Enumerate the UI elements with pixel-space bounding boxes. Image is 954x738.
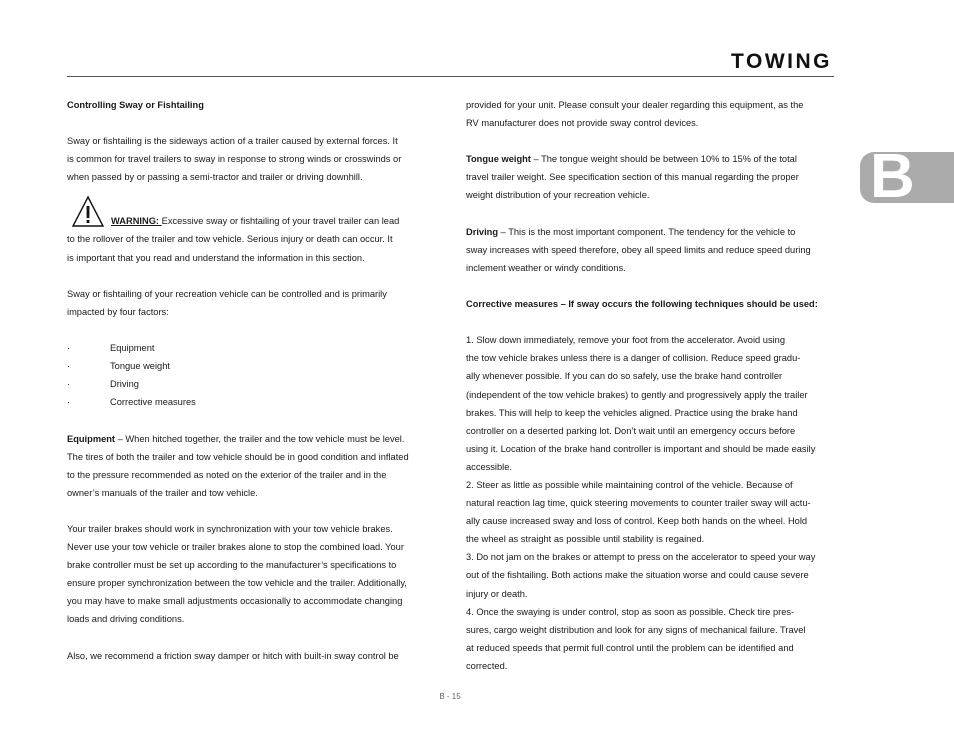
warning-icon	[71, 195, 105, 229]
factors-intro-line: Sway or fishtailing of your recreation vehicle can be controlled and is primarily	[67, 288, 387, 299]
section-heading: Controlling Sway or Fishtailing	[67, 100, 204, 110]
equipment-term: Equipment	[67, 433, 116, 444]
tongue-paragraph-line	[466, 150, 836, 168]
bullet-item	[67, 393, 439, 411]
page-title: TOWING	[731, 50, 832, 73]
brakes-paragraph-line: you may have to make small adjustments occasionally to accommodate changing	[67, 596, 403, 607]
step-line: accessible.	[466, 461, 512, 472]
bullet-marker: ·	[67, 343, 71, 354]
step-line: natural reaction lag time, quick steering movements to counter trailer sway will actu-	[466, 498, 811, 509]
step-line: ally cause increased sway and loss of control. Keep both hands on the wheel. Hold	[466, 516, 808, 527]
bullet-marker: ·	[67, 379, 71, 390]
step-line: brakes. This will help to keep the vehicles aligned. Practice using the brake hand	[466, 407, 798, 418]
step-line: (independent of the tow vehicle brakes) to gently and progressively apply the trailer	[466, 389, 808, 400]
driving-paragraph-line	[466, 223, 836, 241]
brakes-paragraph-line: brake controller must be set up according to the manufacturer’s specifications to	[67, 560, 397, 571]
bullet-marker: ·	[67, 361, 71, 372]
bullet-text: Equipment	[110, 343, 155, 354]
step-line: the wheel as straight as possible until stability is regained.	[466, 534, 705, 545]
step-line: injury or death.	[466, 588, 528, 599]
left-column	[67, 96, 439, 665]
driving-term: Driving	[466, 226, 499, 237]
brakes-paragraph-line: loads and driving conditions.	[67, 614, 185, 625]
section-tab	[860, 142, 954, 211]
step-line: 4. Once the swaying is under control, stop as soon as possible. Check tire pres-	[466, 606, 795, 617]
step-line: 1. Slow down immediately, remove your foot from the accelerator. Avoid using	[466, 335, 786, 346]
intro-line: is common for travel trailers to sway in response to strong winds or crosswinds or	[67, 154, 402, 165]
tongue-text: – The tongue weight should be between 10% to 15% of the total	[530, 154, 797, 165]
step-line: corrected.	[466, 660, 508, 671]
step-line: using it. Location of the brake hand controller is important and should be made easily	[466, 443, 816, 454]
bullet-text: Corrective measures	[110, 397, 196, 408]
bullet-item	[67, 375, 439, 393]
step-line: ally whenever possible. If you can do so safely, use the brake hand controller	[466, 371, 783, 382]
equipment-text: – When hitched together, the trailer and the tow vehicle must be level.	[115, 433, 405, 444]
warning-line: is important that you read and understand the information in this section.	[67, 252, 365, 263]
header-divider	[67, 76, 834, 77]
driving-paragraph-line: inclement weather or windy conditions.	[466, 262, 626, 273]
page-number: B - 15	[439, 692, 461, 701]
driving-text: – This is the most important component. The tendency for the vehicle to	[498, 226, 796, 237]
step-line: 2. Steer as little as possible while maintaining control of the vehicle. Because of	[466, 479, 793, 490]
continuation-line: provided for your unit. Please consult your dealer regarding this equipment, as the	[466, 100, 804, 110]
bullet-item	[67, 357, 439, 375]
intro-line: Sway or fishtailing is the sideways action of a trailer caused by external forces. It	[67, 136, 398, 147]
bullet-item	[67, 339, 439, 357]
step-line: the tow vehicle brakes unless there is a danger of collision. Reduce speed gradu-	[466, 353, 801, 364]
corrective-heading: Corrective measures – If sway occurs the following techniques should be used:	[466, 299, 818, 310]
warning-line: to the rollover of the trailer and tow vehicle. Serious injury or death can occur. It	[67, 234, 393, 245]
continuation-line: RV manufacturer does not provide sway control devices.	[466, 118, 699, 129]
warning-block	[67, 194, 439, 230]
right-column	[466, 96, 836, 675]
tongue-paragraph-line: weight distribution of your recreation vehicle.	[466, 190, 650, 201]
warning-text: Excessive sway or fishtailing of your travel trailer can lead	[161, 216, 400, 227]
equipment-paragraph-line: to the pressure recommended as noted on the exterior of the trailer and in the	[67, 469, 387, 480]
step-line: controller on a deserted parking lot. Don’t wait until an emergency occurs before	[466, 425, 796, 436]
bullet-marker: ·	[67, 397, 71, 408]
brakes-paragraph-line: ensure proper synchronization between the tow vehicle and the trailer. Additionally,	[67, 578, 407, 589]
driving-paragraph-line: sway increases with speed therefore, obey all speed limits and reduce speed during	[466, 244, 811, 255]
equipment-paragraph-line: The tires of both the trailer and tow vehicle should be in good condition and inflated	[67, 451, 409, 462]
equipment-paragraph-line: owner’s manuals of the trailer and tow vehicle.	[67, 487, 258, 498]
intro-line: when passed by or passing a semi-tractor and trailer or driving downhill.	[67, 172, 363, 183]
step-line: out of the fishtailing. Both actions make the situation worse and could cause severe	[466, 570, 809, 581]
section-tab-letter: B	[870, 142, 915, 211]
tongue-term: Tongue weight	[466, 154, 531, 165]
equipment-paragraph-line	[67, 430, 439, 448]
bullet-text: Driving	[110, 379, 139, 390]
brakes-paragraph-line: Never use your tow vehicle or trailer brakes alone to stop the combined load. Your	[67, 542, 404, 553]
tongue-paragraph-line: travel trailer weight. See specification section of this manual regarding the proper	[466, 172, 799, 183]
factors-intro-line: impacted by four factors:	[67, 306, 169, 317]
damper-line: Also, we recommend a friction sway damper or hitch with built-in sway control be	[67, 650, 399, 661]
brakes-paragraph-line: Your trailer brakes should work in synchronization with your tow vehicle brakes.	[67, 523, 393, 534]
warning-label: WARNING:	[111, 216, 162, 227]
step-line: at reduced speeds that permit full control until the problem can be identified and	[466, 642, 794, 653]
step-line: 3. Do not jam on the brakes or attempt to press on the accelerator to speed your way	[466, 552, 816, 563]
bullet-text: Tongue weight	[110, 361, 170, 372]
step-line: sures, cargo weight distribution and look for any signs of mechanical failure. Travel	[466, 624, 806, 635]
